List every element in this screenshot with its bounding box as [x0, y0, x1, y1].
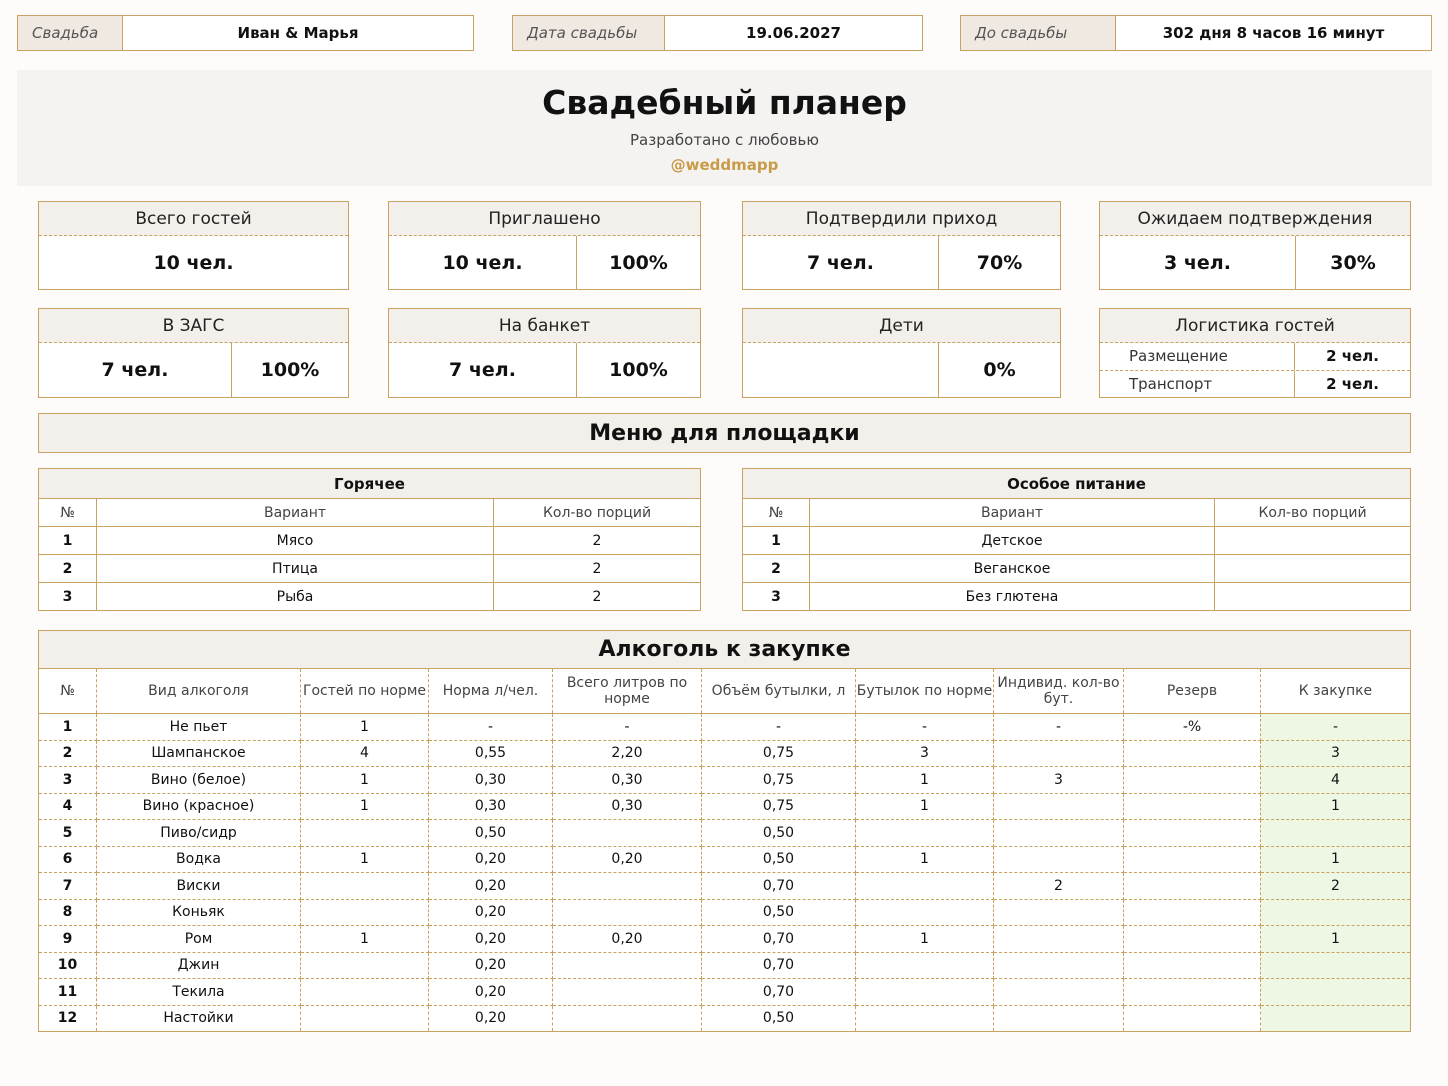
stat-label: Подтвердили приход — [743, 202, 1060, 236]
cell[interactable]: Веганское — [810, 555, 1215, 583]
table-row — [39, 793, 1411, 820]
countdown-pill — [960, 15, 1432, 51]
row-number: 1 — [39, 527, 97, 555]
cell: Коньяк — [97, 899, 301, 926]
cell[interactable]: Без глютена — [810, 583, 1215, 611]
column-header: Вариант — [810, 499, 1215, 527]
cell[interactable] — [1215, 555, 1411, 583]
row-number: 10 — [39, 952, 97, 979]
special-menu-table — [742, 468, 1411, 611]
page-subtitle: Разработано с любовью — [629, 131, 819, 149]
table-row — [39, 583, 701, 611]
cell[interactable] — [1124, 979, 1261, 1006]
stat-count — [743, 343, 938, 397]
cell[interactable]: 1 — [301, 714, 429, 741]
cell[interactable] — [1124, 899, 1261, 926]
cell[interactable]: 0,55 — [429, 740, 553, 767]
row-number: 4 — [39, 793, 97, 820]
row-number: 2 — [39, 555, 97, 583]
stat-invited — [388, 201, 701, 290]
stat-percent: 100% — [231, 343, 348, 397]
wedding-label: Свадьба — [18, 16, 123, 50]
cell[interactable]: 0,75 — [702, 793, 856, 820]
cell[interactable]: 2 — [994, 873, 1124, 900]
cell[interactable] — [1124, 952, 1261, 979]
logistics-value: 2 чел. — [1294, 343, 1410, 370]
cell[interactable] — [301, 1005, 429, 1032]
cell[interactable] — [994, 793, 1124, 820]
stat-count: 7 чел. — [101, 359, 169, 381]
cell: Вино (красное) — [97, 793, 301, 820]
cell[interactable]: 0,50 — [702, 899, 856, 926]
table-row — [39, 873, 1411, 900]
logistics-key: Транспорт — [1129, 374, 1213, 393]
cell: Вино (белое) — [97, 767, 301, 794]
stat-logistics — [1099, 308, 1411, 398]
purchase-cell: 2 — [1261, 873, 1411, 900]
row-number: 3 — [39, 583, 97, 611]
cell[interactable]: - — [994, 714, 1124, 741]
cell: 0,30 — [553, 793, 702, 820]
cell[interactable]: 1 — [301, 926, 429, 953]
cell — [856, 873, 994, 900]
cell: 0,20 — [553, 926, 702, 953]
cell[interactable]: 0,20 — [429, 979, 553, 1006]
cell[interactable] — [1124, 846, 1261, 873]
purchase-cell — [1261, 820, 1411, 847]
column-header: № — [39, 669, 97, 714]
cell[interactable] — [994, 740, 1124, 767]
cell[interactable]: 0,50 — [702, 1005, 856, 1032]
cell: Пиво/сидр — [97, 820, 301, 847]
cell: Шампанское — [97, 740, 301, 767]
logistics-row-accommodation — [1100, 343, 1410, 370]
row-number: 1 — [39, 714, 97, 741]
cell[interactable]: 1 — [301, 767, 429, 794]
cell[interactable]: 0,75 — [702, 740, 856, 767]
column-header: Кол-во порций — [494, 499, 701, 527]
stat-label: На банкет — [389, 309, 700, 343]
cell[interactable]: 3 — [994, 767, 1124, 794]
column-header: К закупке — [1261, 669, 1411, 714]
cell — [553, 873, 702, 900]
cell[interactable] — [994, 952, 1124, 979]
cell — [856, 1005, 994, 1032]
row-number: 12 — [39, 1005, 97, 1032]
table-row — [39, 846, 1411, 873]
cell — [553, 1005, 702, 1032]
purchase-cell: 1 — [1261, 793, 1411, 820]
cell: Джин — [97, 952, 301, 979]
cell — [856, 820, 994, 847]
logistics-value: 2 чел. — [1294, 371, 1410, 398]
date-pill — [512, 15, 923, 51]
cell[interactable] — [301, 979, 429, 1006]
cell[interactable]: - — [429, 714, 553, 741]
stat-total-guests — [38, 201, 349, 290]
cell — [856, 952, 994, 979]
cell: 1 — [856, 767, 994, 794]
cell[interactable]: 0,20 — [429, 899, 553, 926]
column-header: Норма л/чел. — [429, 669, 553, 714]
cell — [553, 820, 702, 847]
cell: 2,20 — [553, 740, 702, 767]
cell[interactable] — [1124, 767, 1261, 794]
cell[interactable]: 0,20 — [429, 1005, 553, 1032]
cell[interactable] — [994, 979, 1124, 1006]
cell: Водка — [97, 846, 301, 873]
cell[interactable]: 4 — [301, 740, 429, 767]
row-number: 6 — [39, 846, 97, 873]
cell[interactable]: 0,30 — [429, 767, 553, 794]
table-row — [39, 979, 1411, 1006]
stat-count: 7 чел. — [807, 251, 874, 274]
hero-header — [17, 70, 1432, 186]
cell[interactable]: 0,50 — [702, 820, 856, 847]
cell[interactable] — [994, 926, 1124, 953]
stat-label: Приглашено — [389, 202, 700, 236]
row-number: 1 — [743, 527, 810, 555]
stat-pending — [1099, 201, 1411, 290]
stat-count: 10 чел. — [153, 251, 234, 274]
table-row — [39, 1005, 1411, 1032]
column-header: Объём бутылки, л — [702, 669, 856, 714]
cell[interactable]: 0,20 — [429, 952, 553, 979]
stat-label: Дети — [743, 309, 1060, 343]
table-title: Алкоголь к закупке — [39, 631, 1411, 669]
table-row — [39, 740, 1411, 767]
column-header: Кол-во порций — [1215, 499, 1411, 527]
cell[interactable]: 2 — [494, 527, 701, 555]
row-number: 2 — [39, 740, 97, 767]
stat-label: В ЗАГС — [39, 309, 348, 343]
stat-label: Логистика гостей — [1100, 309, 1410, 343]
column-header: Вариант — [97, 499, 494, 527]
table-row — [39, 820, 1411, 847]
cell: Текила — [97, 979, 301, 1006]
cell[interactable]: Рыба — [97, 583, 494, 611]
stat-banquet — [388, 308, 701, 398]
stat-confirmed — [742, 201, 1061, 290]
date-label: Дата свадьбы — [513, 16, 665, 50]
cell[interactable]: 0,20 — [429, 846, 553, 873]
cell[interactable] — [1124, 740, 1261, 767]
cell — [553, 979, 702, 1006]
table-row — [39, 899, 1411, 926]
cell: - — [856, 714, 994, 741]
stat-percent: 0% — [938, 343, 1060, 397]
row-number: 7 — [39, 873, 97, 900]
cell: - — [553, 714, 702, 741]
stat-percent: 70% — [938, 236, 1060, 289]
cell — [553, 899, 702, 926]
cell[interactable] — [301, 952, 429, 979]
table-row — [39, 767, 1411, 794]
column-header: Гостей по норме — [301, 669, 429, 714]
table-row — [39, 555, 701, 583]
column-header: Резерв — [1124, 669, 1261, 714]
cell: 0,20 — [553, 846, 702, 873]
cell[interactable] — [1215, 527, 1411, 555]
cell[interactable]: Детское — [810, 527, 1215, 555]
stat-count: 7 чел. — [449, 359, 516, 381]
cell — [856, 979, 994, 1006]
cell: Настойки — [97, 1005, 301, 1032]
cell: 3 — [856, 740, 994, 767]
table-row — [39, 714, 1411, 741]
purchase-cell — [1261, 979, 1411, 1006]
cell[interactable]: 0,30 — [429, 793, 553, 820]
column-header: Индивид. кол-во бут. — [994, 669, 1124, 714]
cell[interactable]: Мясо — [97, 527, 494, 555]
logistics-row-transport — [1100, 370, 1410, 398]
wedding-pill — [17, 15, 474, 51]
cell[interactable] — [1124, 873, 1261, 900]
cell[interactable] — [1124, 793, 1261, 820]
table-row — [39, 527, 701, 555]
cell: 1 — [856, 846, 994, 873]
cell[interactable] — [301, 820, 429, 847]
cell: 0,30 — [553, 767, 702, 794]
cell — [553, 952, 702, 979]
stat-label: Ожидаем подтверждения — [1100, 202, 1410, 236]
cell[interactable]: 0,70 — [702, 873, 856, 900]
purchase-cell — [1261, 899, 1411, 926]
column-header: № — [743, 499, 810, 527]
cell: 1 — [856, 793, 994, 820]
cell[interactable] — [1124, 820, 1261, 847]
column-header: Бутылок по норме — [856, 669, 994, 714]
purchase-cell — [1261, 952, 1411, 979]
column-header: Вид алкоголя — [97, 669, 301, 714]
stat-label: Всего гостей — [39, 202, 348, 236]
cell[interactable]: 0,70 — [702, 926, 856, 953]
stat-count: 3 чел. — [1164, 251, 1231, 274]
row-number: 11 — [39, 979, 97, 1006]
table-row — [743, 527, 1411, 555]
cell: Виски — [97, 873, 301, 900]
cell[interactable]: 0,50 — [702, 846, 856, 873]
cell[interactable]: 0,70 — [702, 952, 856, 979]
cell[interactable] — [301, 899, 429, 926]
column-header: № — [39, 499, 97, 527]
cell[interactable]: 0,70 — [702, 979, 856, 1006]
countdown-label: До свадьбы — [961, 16, 1116, 50]
countdown-value: 302 дня 8 часов 16 минут — [1162, 24, 1385, 42]
cell: Не пьет — [97, 714, 301, 741]
cell: Ром — [97, 926, 301, 953]
stat-percent: 30% — [1295, 236, 1410, 289]
cell[interactable]: 2 — [494, 555, 701, 583]
cell[interactable]: 0,75 — [702, 767, 856, 794]
cell[interactable] — [301, 873, 429, 900]
wedding-date-value[interactable]: 19.06.2027 — [746, 24, 841, 42]
cell — [856, 899, 994, 926]
wedding-couple-value[interactable]: Иван & Марья — [237, 24, 359, 42]
alcohol-purchase-table — [38, 630, 1411, 1032]
stat-percent: 100% — [576, 343, 700, 397]
cell[interactable] — [1215, 583, 1411, 611]
purchase-cell: 1 — [1261, 846, 1411, 873]
table-row — [39, 952, 1411, 979]
cell[interactable]: 1 — [301, 846, 429, 873]
page-title: Свадебный планер — [542, 83, 907, 122]
cell[interactable]: Птица — [97, 555, 494, 583]
purchase-cell — [1261, 1005, 1411, 1032]
table-row — [743, 583, 1411, 611]
row-number: 3 — [743, 583, 810, 611]
cell[interactable]: 2 — [494, 583, 701, 611]
menu-section-title: Меню для площадки — [38, 413, 1411, 453]
purchase-cell: 3 — [1261, 740, 1411, 767]
cell[interactable] — [994, 846, 1124, 873]
column-header: Всего литров по норме — [553, 669, 702, 714]
table-row — [743, 555, 1411, 583]
cell[interactable]: - — [702, 714, 856, 741]
row-number: 5 — [39, 820, 97, 847]
author-handle-link[interactable]: @weddmapp — [670, 156, 779, 174]
hot-menu-table — [38, 468, 701, 611]
cell[interactable]: 0,50 — [429, 820, 553, 847]
row-number: 2 — [743, 555, 810, 583]
logistics-key: Размещение — [1129, 347, 1228, 366]
stat-percent: 100% — [576, 236, 700, 289]
cell[interactable] — [994, 1005, 1124, 1032]
row-number: 9 — [39, 926, 97, 953]
row-number: 8 — [39, 899, 97, 926]
cell: 1 — [856, 926, 994, 953]
purchase-cell: 1 — [1261, 926, 1411, 953]
table-caption: Особое питание — [743, 469, 1411, 499]
cell[interactable]: 0,20 — [429, 873, 553, 900]
row-number: 3 — [39, 767, 97, 794]
table-row — [39, 926, 1411, 953]
cell[interactable]: 0,20 — [429, 926, 553, 953]
stat-count: 10 чел. — [442, 251, 523, 274]
cell[interactable] — [994, 820, 1124, 847]
table-caption: Горячее — [39, 469, 701, 499]
cell[interactable]: -% — [1124, 714, 1261, 741]
purchase-cell: - — [1261, 714, 1411, 741]
cell[interactable] — [1124, 926, 1261, 953]
stat-kids — [742, 308, 1061, 398]
cell[interactable]: 1 — [301, 793, 429, 820]
cell[interactable] — [1124, 1005, 1261, 1032]
purchase-cell: 4 — [1261, 767, 1411, 794]
cell[interactable] — [994, 899, 1124, 926]
stat-zags — [38, 308, 349, 398]
